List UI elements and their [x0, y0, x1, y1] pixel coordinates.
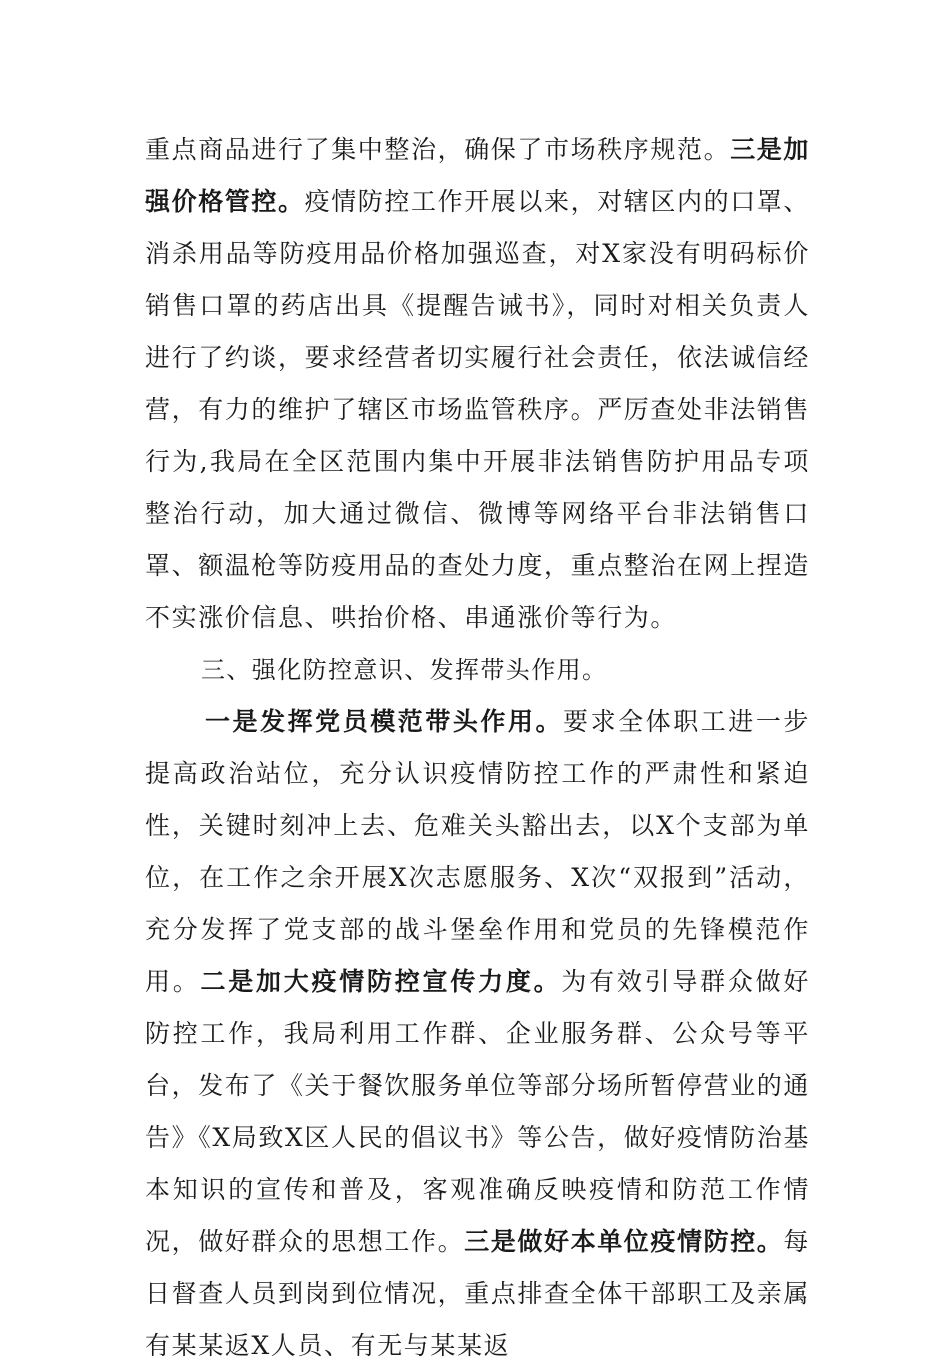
emphasis-text: 三是做好本单位疫情防控。	[464, 1227, 784, 1256]
paragraph-text: 每日督查人员到岗到位情况，重点排查全体干部职工及亲属有某某返X人员、有无与某某返	[145, 1227, 811, 1360]
paragraph-text: 疫情防控工作开展以来，对辖区内的口罩、消杀用品等防疫用品价格加强巡查，对X家没有明码标价销售口罩的药店出具《提醒告诫书》，同时对相关负责人进行了约谈，要求经营者切实履行社会责任，依法诚信经营，有力的维护了辖区市场监管秩序。严厉查处非法销售行为,我局在全区范围内集中开展非法销售防护用品专项整治行动，加大通过微信、微博等网络平台非法销售口罩、额温枪等防疫用品的查处力度，重点整治在网上捏造不实涨价信息、哄抬价格、串通涨价等行为。	[145, 187, 811, 632]
document-body	[145, 124, 810, 1372]
paragraph-text: 为有效引导群众做好防控工作，我局利用工作群、企业服务群、公众号等平台，发布了《关于餐饮服务单位等部分场所暂停营业的通告》《X局致X区人民的倡议书》等公告，做好疫情防治基本知识的宣传和普及，客观准确反映疫情和防范工作情况，做好群众的思想工作。	[145, 967, 811, 1256]
paragraph-price-control	[145, 124, 810, 644]
emphasis-text: 一是发挥党员模范带头作用。	[205, 707, 564, 736]
section-heading: 三、强化防控意识、发挥带头作用。	[201, 656, 608, 684]
emphasis-text: 二是加大疫情防控宣传力度。	[200, 967, 562, 996]
paragraph-text: 重点商品进行了集中整治，确保了市场秩序规范。	[145, 135, 731, 164]
emphasis-text: 三是加强价格管控。	[145, 135, 811, 216]
paragraph-party-role	[145, 696, 810, 1372]
paragraph-text: 要求全体职工进一步提高政治站位，充分认识疫情防控工作的严肃性和紧迫性，关键时刻冲上去、危难关头豁出去，以X个支部为单位，在工作之余开展X次志愿服务、X次“双报到”活动，充分发挥了党支部的战斗堡垒作用和党员的先锋模范作用。	[145, 707, 810, 996]
